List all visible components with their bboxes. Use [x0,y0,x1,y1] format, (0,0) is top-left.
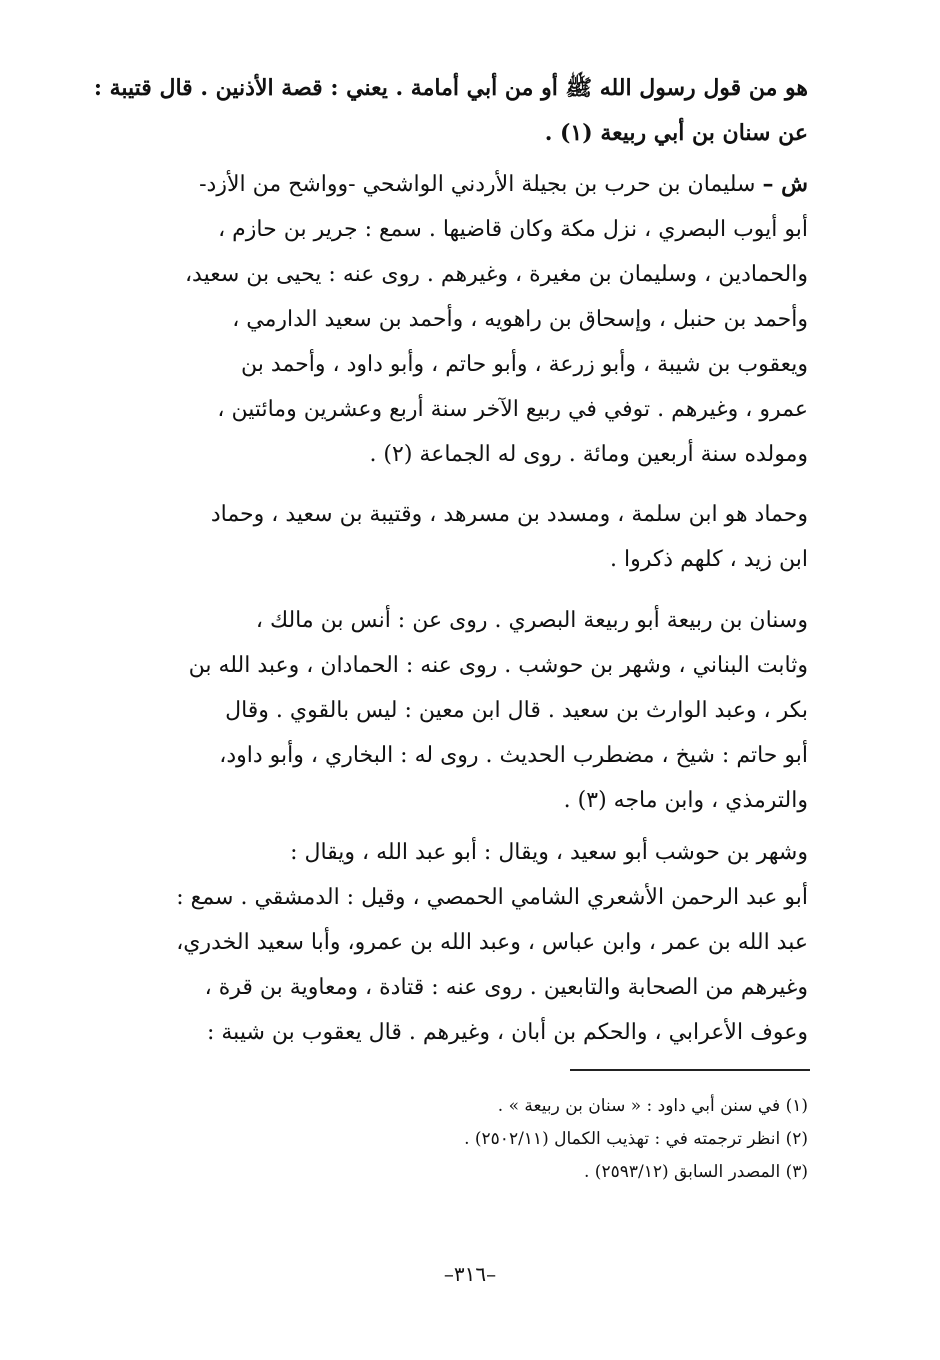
text-line-content: سليمان بن حرب بن بجيلة الأردني الواشحي -وواشح من الأزد- [199,172,756,197]
text-line: أبو أيوب البصري ، نزل مكة وكان قاضيها . سمع : جرير بن حازم ، [218,217,808,242]
text-line: وشهر بن حوشب أبو سعيد ، ويقال : أبو عبد الله ، ويقال : [290,840,808,865]
text-line: والترمذي ، وابن ماجه (٣) . [563,788,808,813]
text-line: أبو حاتم : شيخ ، مضطرب الحديث . روى له : البخاري ، وأبو داود، [219,743,808,768]
footnote-divider [570,1069,810,1071]
text-line: عن سنان بن أبي ربيعة (١) . [544,120,808,146]
text-line: ابن زيد ، كلهم ذكروا . [609,547,808,572]
text-line [108,162,808,207]
text-line: عمرو ، وغيرهم . توفي في ربيع الآخر سنة أربع وعشرين ومائتين ، [217,397,808,422]
paragraph-shahr [108,830,808,1055]
paragraph-hammad [108,492,808,582]
text-line: أبو عبد الرحمن الأشعري الشامي الحمصي ، وقيل : الدمشقي . سمع : [176,885,808,910]
text-line: وسنان بن ربيعة أبو ربيعة البصري . روى عن : أنس بن مالك ، [255,608,808,633]
page-number: –٣١٦– [443,1262,497,1286]
text-line: وأحمد بن حنبل ، وإسحاق بن راهويه ، وأحمد بن سعيد الدارمي ، [232,307,808,332]
paragraph-lead: ش – [762,171,808,197]
footnote: (٢) انظر ترجمته في : تهذيب الكمال (٢٥٠٢/١١) . [464,1129,808,1149]
text-line: وعوف الأعرابي ، والحكم بن أبان ، وغيرهم . قال يعقوب بن شيبة : [206,1020,808,1045]
text-line: هو من قول رسول الله ﷺ أو من أبي أمامة . يعني : قصة الأذنين . قال قتيبة : [93,75,808,101]
text-line: وغيرهم من الصحابة والتابعين . روى عنه : قتادة ، ومعاوية بن قرة ، [204,975,808,1000]
text-line: وحماد هو ابن سلمة ، ومسدد بن مسرهد ، وقتيبة بن سعيد ، وحماد [210,502,808,527]
text-line: وثابت البناني ، وشهر بن حوشب . روى عنه : الحمادان ، وعبد الله بن [188,653,808,678]
text-line: ويعقوب بن شيبة ، وأبو زرعة ، وأبو حاتم ، وأبو داود ، وأحمد بن [241,352,808,377]
paragraph-sulayman [108,162,808,477]
footnote: (٣) المصدر السابق (٢٥٩٣/١٢) . [584,1162,808,1182]
text-line: والحمادين ، وسليمان بن مغيرة ، وغيرهم . روى عنه : يحيى بن سعيد، [184,262,808,287]
text-line: عبد الله بن عمر ، وابن عباس ، وعبد الله بن عمرو، وأبا سعيد الخدري، [176,930,808,955]
text-line: ومولده سنة أربعين ومائة . روى له الجماعة (٢) . [369,442,808,467]
paragraph-sinan [108,598,808,823]
footnotes [108,1090,808,1189]
text-line: بكر ، وعبد الوارث بن سعيد . قال ابن معين : ليس بالقوي . وقال [225,698,808,723]
footnote: (١) في سنن أبي داود : « سنان بن ربيعة » . [497,1096,808,1116]
continued-paragraph [93,66,808,156]
